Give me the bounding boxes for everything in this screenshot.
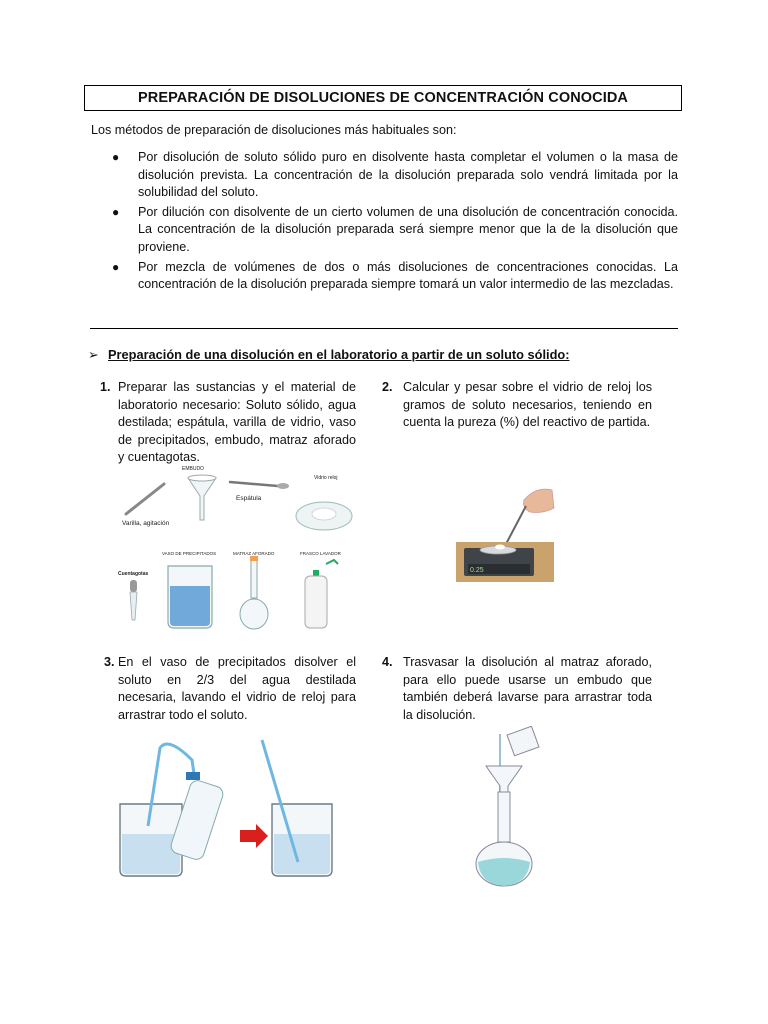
- balance-display: 0.25: [470, 567, 484, 574]
- weighing-figure: [452, 484, 560, 586]
- step-number: 2.: [382, 380, 393, 394]
- step-text: Preparar las sustancias y el material de laboratorio necesario: Soluto sólido, agua destilada; espátula, varilla de vidrio, vaso de precipitados, embudo, matraz aforado y cuentagotas.: [118, 380, 356, 465]
- step-number: 1.: [100, 380, 111, 394]
- wash-bottle-icon: [305, 560, 338, 628]
- funnel-label: EMBUDO: [182, 466, 204, 472]
- arrow-bullet-icon: ➢: [88, 347, 99, 362]
- stir-rod-label: Varilla, agitación: [122, 520, 170, 527]
- spatula-icon: [230, 482, 289, 489]
- bullet-icon: ●: [112, 259, 120, 274]
- wash-bottle-label: FRASCO LAVADOR: [300, 551, 341, 556]
- stir-rod-icon: [126, 484, 164, 514]
- list-item: [108, 259, 678, 294]
- watch-glass-icon: [296, 502, 352, 530]
- section-title: Preparación de una disolución en el laboratorio a partir de un soluto sólido:: [108, 347, 570, 362]
- transfer-figure: [464, 726, 564, 890]
- dissolving-figure: [112, 734, 352, 882]
- beaker-icon: [507, 726, 539, 756]
- list-item: [108, 204, 678, 257]
- spatula-icon: [506, 506, 526, 544]
- step-text: En el vaso de precipitados disolver el soluto en 2/3 del agua destilada necesaria, lavando el vidrio de reloj para arrastrar todo el soluto.: [118, 655, 356, 722]
- method-text: Por mezcla de volúmenes de dos o más disoluciones de concentraciones conocidas. La concentración de la disolución preparada siempre tomará un valor intermedio de las mezcladas.: [138, 259, 678, 292]
- method-text: Por disolución de soluto sólido puro en disolvente hasta completar el volumen o la masa de disolución prevista. La concentración de la disolución preparada solo vendrá limitada por la solubilidad del soluto.: [138, 150, 678, 200]
- hand-icon: [524, 489, 554, 512]
- lab-materials-figure: [112, 462, 362, 634]
- step-number: 4.: [382, 655, 393, 669]
- balance-icon: [456, 542, 554, 582]
- beaker-label: VASO DE PRECIPITADOS: [162, 551, 217, 556]
- volumetric-flask-icon: [476, 792, 532, 886]
- bullet-icon: ●: [112, 150, 120, 164]
- beaker-icon: [168, 566, 212, 628]
- beaker-icon: [272, 804, 332, 876]
- funnel-icon: [188, 475, 216, 520]
- horizontal-divider: [90, 328, 678, 329]
- volumetric-flask-icon: [240, 556, 268, 629]
- section-heading: [88, 347, 569, 363]
- page-title: PREPARACIÓN DE DISOLUCIONES DE CONCENTRACIÓN CONOCIDA: [84, 85, 682, 111]
- watch-glass-label: Vidrio reloj: [314, 475, 338, 481]
- list-item: [108, 149, 678, 202]
- step-number: 3.: [104, 655, 115, 669]
- step-text: Calcular y pesar sobre el vidrio de reloj los gramos de soluto necesarios, teniendo en cuenta la pureza (%) del reactivo de partida.: [403, 380, 652, 430]
- arrow-right-icon: [240, 824, 268, 848]
- method-text: Por dilución con disolvente de un cierto volumen de una disolución de concentración conocida. La concentración de la disolución preparada será siempre menor que la de la disolución que proviene.: [138, 204, 678, 254]
- bullet-icon: ●: [112, 204, 120, 219]
- dropper-label: Cuentagotas: [118, 571, 149, 577]
- step-text: Trasvasar la disolución al matraz aforado, para ello puede usarse un embudo que también deberá lavarse para arrastrar toda la disolución.: [403, 655, 652, 722]
- intro-text: Los métodos de preparación de disoluciones más habituales son:: [91, 123, 457, 137]
- flask-label: MATRAZ AFORADO: [233, 551, 275, 556]
- methods-list: [108, 149, 678, 296]
- dropper-icon: [130, 580, 137, 620]
- spatula-label: Espátula: [236, 495, 262, 502]
